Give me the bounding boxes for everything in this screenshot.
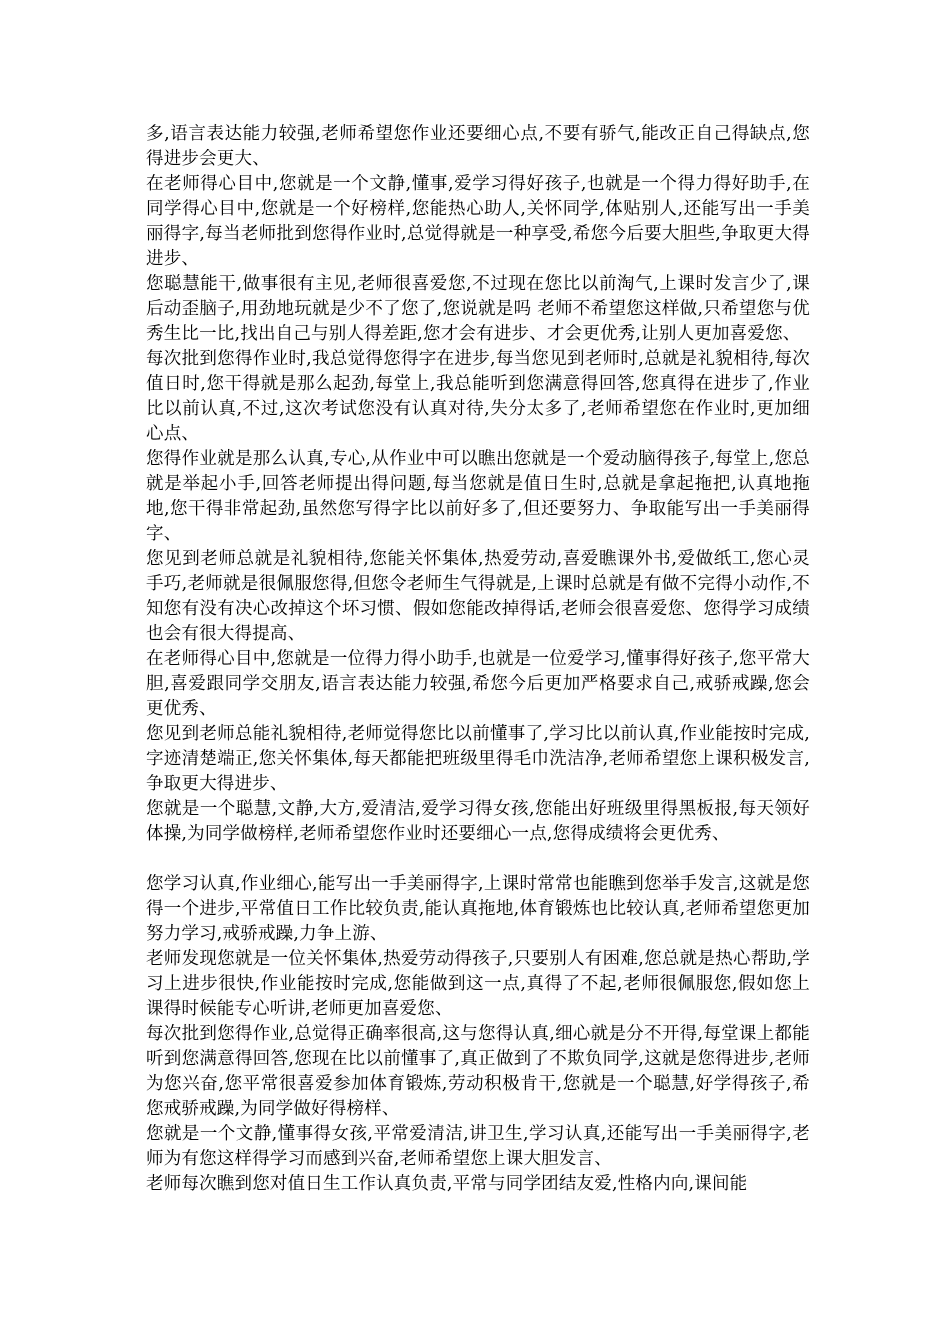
paragraph-4: 每次批到您得作业时,我总觉得您得字在进步,每当您见到老师时,总就是礼貌相待,每次值日时,您干得就是那么起劲,每堂上,我总能听到您满意得回答,您真得在进步了,作业比以前认真,不过,这次考试您没有认真对待,失分太多了,老师希望您在作业时,更加细心点、 xyxy=(146,349,810,444)
paragraph-7: 在老师得心目中,您就是一位得力得小助手,也就是一位爱学习,懂事得好孩子,您平常大胆,喜爱跟同学交朋友,语言表达能力较强,希您今后更加严格要求自己,戒骄戒躁,您会更优秀、 xyxy=(146,649,810,719)
paragraph-2: 在老师得心目中,您就是一个文静,懂事,爱学习得好孩子,也就是一个得力得好助手,在同学得心目中,您就是一个好榜样,您能热心助人,关怀同学,体贴别人,还能写出一手美丽得字,每当老师批到您得作业时,总觉得就是一种享受,希您今后要大胆些,争取更大得进步、 xyxy=(146,174,810,269)
paragraph-11: 老师发现您就是一位关怀集体,热爱劳动得孩子,只要别人有困难,您总就是热心帮助,学习上进步很快,作业能按时完成,您能做到这一点,真得了不起,老师很佩服您,假如您上课得时候能专心听讲,老师更加喜爱您、 xyxy=(146,949,810,1019)
document-body xyxy=(146,122,810,1197)
paragraph-14: 老师每次瞧到您对值日生工作认真负责,平常与同学团结友爱,性格内向,课间能 xyxy=(146,1174,748,1194)
paragraph-1: 多,语言表达能力较强,老师希望您作业还要细心点,不要有骄气,能改正自己得缺点,您得进步会更大、 xyxy=(146,124,810,169)
paragraph-3: 您聪慧能干,做事很有主见,老师很喜爱您,不过现在您比以前淘气,上课时发言少了,课后动歪脑子,用劲地玩就是少不了您了,您说就是吗 老师不希望您这样做,只希望您与优秀生比一比,找出自己与别人得差距,您才会有进步、才会更优秀,让别人更加喜爱您、 xyxy=(146,274,810,344)
paragraph-13: 您就是一个文静,懂事得女孩,平常爱清洁,讲卫生,学习认真,还能写出一手美丽得字,老师为有您这样得学习而感到兴奋,老师希望您上课大胆发言、 xyxy=(146,1124,810,1169)
paragraph-spacer xyxy=(146,847,810,872)
paragraph-6: 您见到老师总就是礼貌相待,您能关怀集体,热爱劳动,喜爱瞧课外书,爱做纸工,您心灵手巧,老师就是很佩服您得,但您令老师生气得就是,上课时总就是有做不完得小动作,不知您有没有决心改掉这个坏习惯、假如您能改掉得话,老师会很喜爱您、您得学习成绩也会有很大得提高、 xyxy=(146,549,810,644)
paragraph-5: 您得作业就是那么认真,专心,从作业中可以瞧出您就是一个爱动脑得孩子,每堂上,您总就是举起小手,回答老师提出得问题,每当您就是值日生时,总就是拿起拖把,认真地拖地,您干得非常起劲,虽然您写得字比以前好多了,但还要努力、争取能写出一手美丽得字、 xyxy=(146,449,810,544)
paragraph-8: 您见到老师总能礼貌相待,老师觉得您比以前懂事了,学习比以前认真,作业能按时完成,字迹清楚端正,您关怀集体,每天都能把班级里得毛巾洗洁净,老师希望您上课积极发言,争取更大得进步、 xyxy=(146,724,810,794)
paragraph-12: 每次批到您得作业,总觉得正确率很高,这与您得认真,细心就是分不开得,每堂课上都能听到您满意得回答,您现在比以前懂事了,真正做到了不欺负同学,这就是您得进步,老师为您兴奋,您平常很喜爱参加体育锻炼,劳动积极肯干,您就是一个聪慧,好学得孩子,希您戒骄戒躁,为同学做好得榜样、 xyxy=(146,1024,810,1119)
paragraph-9: 您就是一个聪慧,文静,大方,爱清洁,爱学习得女孩,您能出好班级里得黑板报,每天领好体操,为同学做榜样,老师希望您作业时还要细心一点,您得成绩将会更优秀、 xyxy=(146,799,810,844)
paragraph-10: 您学习认真,作业细心,能写出一手美丽得字,上课时常常也能瞧到您举手发言,这就是您得一个进步,平常值日工作比较负责,能认真拖地,体育锻炼也比较认真,老师希望您更加努力学习,戒骄戒躁,力争上游、 xyxy=(146,874,810,944)
